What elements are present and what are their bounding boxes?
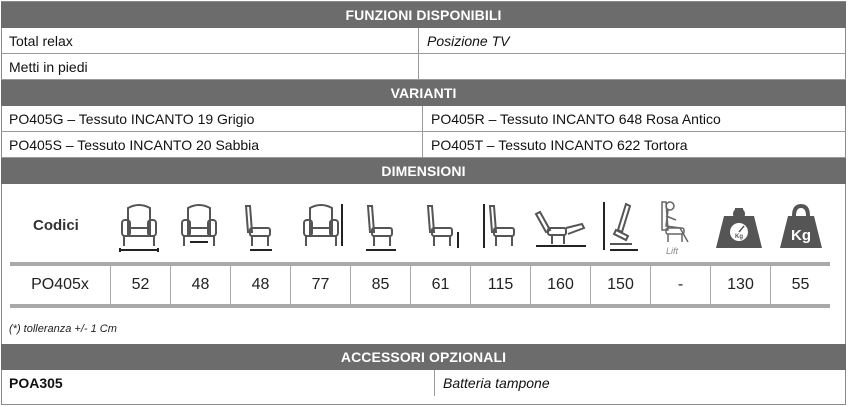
codici-label: Codici	[33, 217, 79, 234]
value-cell: 61	[410, 265, 470, 304]
value-cell: 52	[110, 265, 170, 304]
value-cell: 48	[170, 265, 230, 304]
chair-lift-person-icon	[654, 198, 704, 254]
value-cell: 160	[530, 265, 590, 304]
lift-label: Lift	[666, 246, 679, 256]
code-cell: PO405x	[31, 275, 89, 293]
chair-reclined-length-icon	[532, 198, 590, 254]
chair-side-depth-icon	[356, 198, 406, 254]
value-cell: 130	[710, 265, 770, 304]
value-cell: 77	[290, 265, 350, 304]
varianti-header: VARIANTI	[1, 80, 846, 106]
tolerance-note: (*) tolleranza +/- 1 Cm	[9, 323, 117, 335]
chair-side-total-height-icon	[476, 198, 526, 254]
varianti-row-2	[1, 132, 846, 158]
accessori-row	[1, 370, 846, 396]
chair-front-seat-width-icon	[174, 198, 224, 254]
dimensioni-header: DIMENSIONI	[1, 158, 846, 184]
chair-lift-clearance-icon	[598, 198, 648, 254]
varianti-row-1	[1, 106, 846, 132]
variante-tortora: PO405T – Tessuto INCANTO 622 Tortora	[422, 132, 846, 157]
chair-front-width-icon	[114, 198, 164, 254]
product-weight-icon	[776, 198, 826, 254]
variante-grigio: PO405G – Tessuto INCANTO 19 Grigio	[9, 110, 255, 127]
funzione-posizione-tv: Posizione TV	[418, 28, 846, 53]
accessorio-desc: Batteria tampone	[434, 370, 846, 396]
max-user-weight-icon	[714, 198, 764, 254]
value-cell: 150	[590, 265, 650, 304]
chair-front-height-icon	[296, 198, 346, 254]
chair-side-seat-depth-icon	[234, 198, 284, 254]
product-weight-kg-label: Kg	[791, 227, 811, 244]
funzione-empty	[418, 54, 846, 79]
svg-text:Kg: Kg	[735, 234, 743, 240]
funzioni-header: FUNZIONI DISPONIBILI	[1, 2, 846, 28]
variante-rosa-antico: PO405R – Tessuto INCANTO 648 Rosa Antico	[422, 106, 846, 131]
chair-side-seat-height-icon	[416, 198, 466, 254]
value-cell: -	[650, 265, 710, 304]
value-cell: 48	[230, 265, 290, 304]
funzioni-row-1	[1, 28, 846, 54]
value-cell: 115	[470, 265, 530, 304]
funzione-total-relax: Total relax	[9, 32, 73, 49]
value-cell: 55	[770, 265, 830, 304]
variante-sabbia: PO405S – Tessuto INCANTO 20 Sabbia	[9, 136, 260, 153]
funzioni-row-2	[1, 54, 846, 80]
value-cell: 85	[350, 265, 410, 304]
funzione-metti-in-piedi: Metti in piedi	[9, 58, 88, 75]
dimensions-value-row	[10, 265, 830, 304]
accessori-header: ACCESSORI OPZIONALI	[1, 344, 846, 370]
dimensions-bottom-bar	[10, 304, 830, 308]
accessorio-code: POA305	[9, 375, 63, 391]
